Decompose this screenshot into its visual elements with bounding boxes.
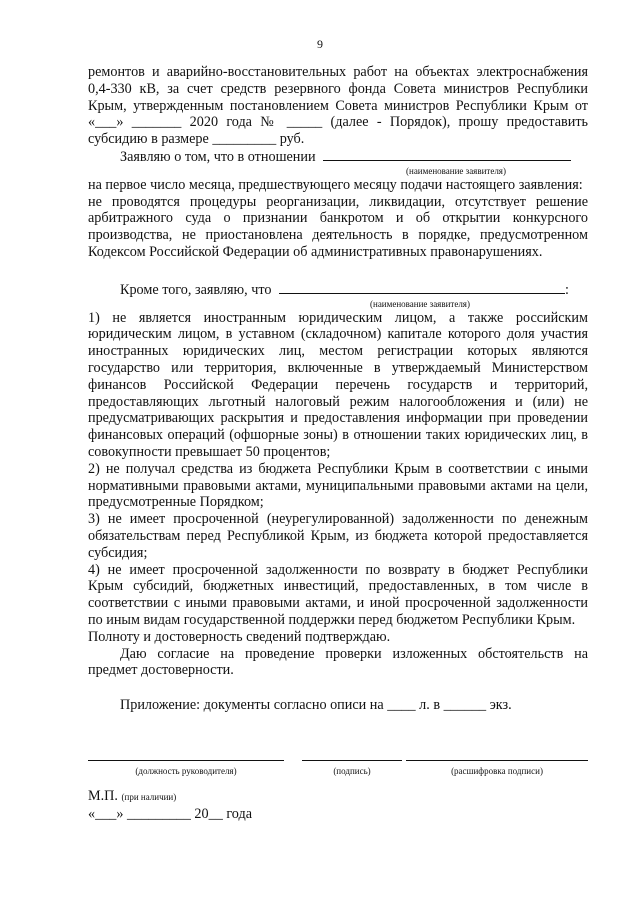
- date-line: «___» _________ 20__ года: [88, 806, 252, 822]
- paragraph-5-lead: Кроме того, заявляю, что: [120, 281, 272, 298]
- caption-decryption: (расшифровка подписи): [451, 766, 543, 776]
- paragraph-4: не проводятся процедуры реорганизации, ликвидации, отсутствует решение арбитражного суда о признании банкротом и об открытии конкурсного производства, не приостановлена деятельность в порядке, предусмотренном Кодексом Российской Федерации об административных правонарушениях.: [88, 193, 588, 260]
- stamp-line: [88, 788, 176, 805]
- paragraph-7: Даю согласие на проведение проверки изложенных обстоятельств на предмет достоверности.: [88, 645, 588, 679]
- paragraph-6: Полноту и достоверность сведений подтверждаю.: [88, 628, 391, 645]
- signature-line: [302, 760, 402, 761]
- decryption-line: [406, 760, 588, 761]
- paragraph-2-lead: Заявляю о том, что в отношении: [120, 148, 316, 165]
- stamp-label: М.П.: [88, 788, 118, 804]
- caption-position: (должность руководителя): [135, 766, 237, 776]
- stamp-note: (при наличии): [121, 792, 177, 802]
- paragraph-3: на первое число месяца, предшествующего месяцу подачи настоящего заявления:: [88, 176, 583, 193]
- item-1: 1) не является иностранным юридическим лицом, а также российским юридическим лицом, в уставном (складочном) капитале которого доля участия иностранных юридических лиц, местом регистрации которых являются государство или территория, включенные в утверждаемый Министерством финансов Российской Федерации перечень государств и территорий, предоставляющих льготный налоговый режим налогообложения и (или) не предусматривающих раскрытия и предоставления информации при проведении финансовых операций (офшорные зоны) в отношении таких юридических лиц, в совокупности превышает 50 процентов;: [88, 309, 588, 460]
- applicant-name-blank-2: [279, 281, 565, 294]
- spacer: [88, 261, 588, 281]
- item-2: 2) не получал средства из бюджета Республики Крым в соответствии с иными нормативными правовыми актами, муниципальными правовыми актами на цели, предусмотренные Порядком;: [88, 460, 588, 511]
- caption-applicant-1: (наименование заявителя): [406, 165, 506, 176]
- spacer: [88, 679, 588, 697]
- paragraph-1: ремонтов и аварийно-восстановительных работ на объектах электроснабжения 0,4-330 кВ, за счет средств резервного фонда Совета министров Республики Крым, утвержденным постановлением Совета министров Республики Крым от «___» _______ 2020 года № _____ (далее - Порядок), прошу предоставить субсидию в размере _________ руб.: [88, 64, 588, 148]
- page-number: 9: [317, 37, 323, 51]
- applicant-name-blank-1: [323, 148, 571, 161]
- position-line: [88, 760, 284, 761]
- paragraph-5: [88, 281, 588, 299]
- item-3: 3) не имеет просроченной (неурегулированной) задолженности по денежным обязательствам перед Республикой Крым, из бюджета которой предоставляется субсидия;: [88, 511, 588, 561]
- caption-signature: (подпись): [333, 766, 371, 776]
- paragraph-2: [88, 148, 588, 166]
- paragraph-5-colon: :: [565, 281, 569, 298]
- attachment-line: Приложение: документы согласно описи на ____ л. в ______ экз.: [120, 697, 512, 714]
- document-body: [88, 64, 588, 714]
- item-4: 4) не имеет просроченной задолженности по возврату в бюджет Республики Крым субсидий, бюджетных инвестиций, предоставленных, в том числе в соответствии с иными правовыми актами, и иной просроченной задолженности по иным видам государственной поддержки перед бюджетом Республики Крым.: [88, 561, 588, 628]
- caption-applicant-2: (наименование заявителя): [370, 298, 470, 309]
